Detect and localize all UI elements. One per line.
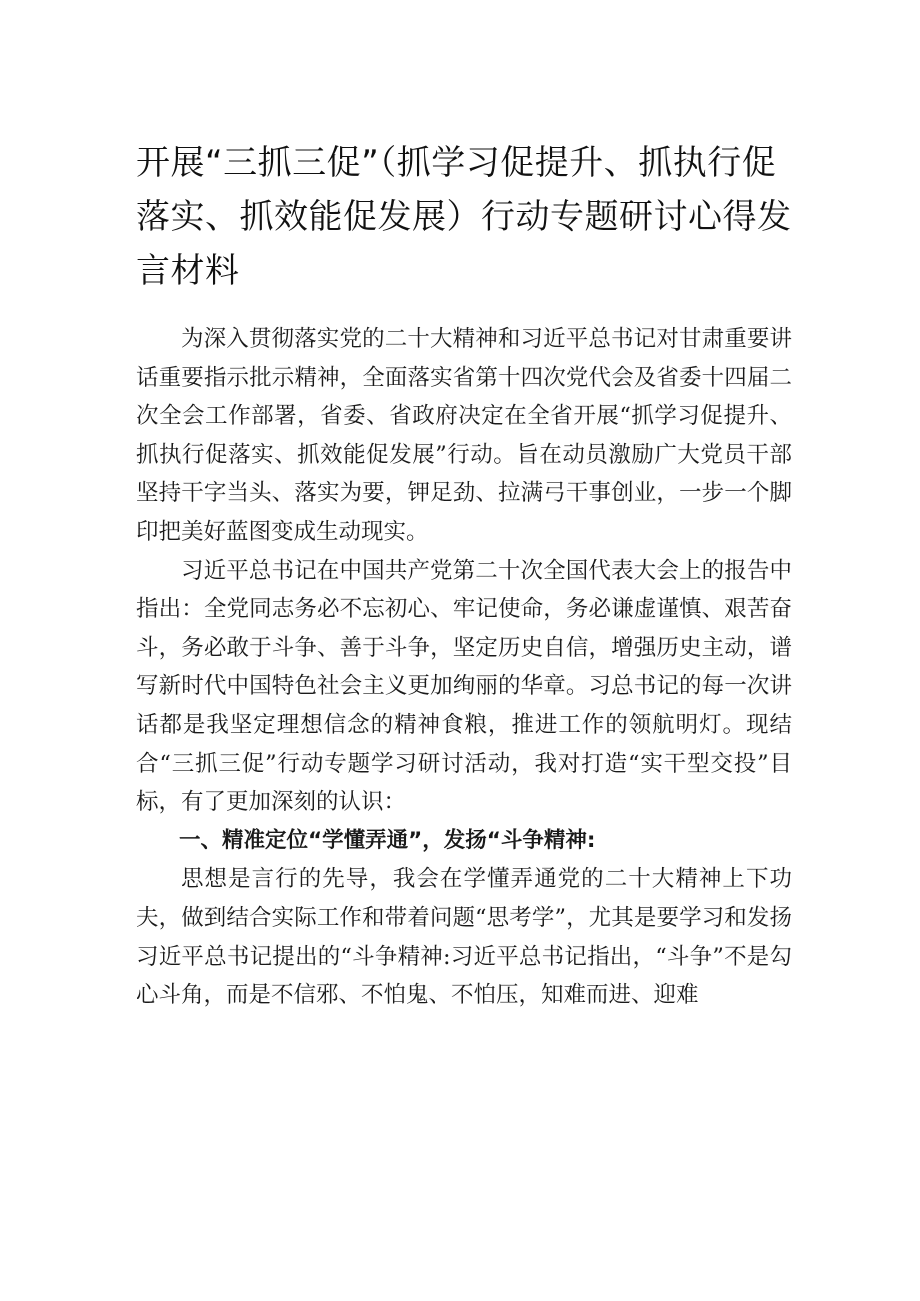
paragraph-intro: 为深入贯彻落实党的二十大精神和习近平总书记对甘肃重要讲话重要指示批示精神，全面落实省第十四次党代会及省委十四届二次全会工作部署，省委、省政府决定在全省开展“抓学习促提升、抓执行促落实、抓效能促发展”行动。旨在动员激励广大党员干部坚持干字当头、落实为要，钾足劲、拉满弓干事创业，一步一个脚印把美好蓝图变成生动现实。 [136, 326, 792, 545]
paragraph-section-1: 思想是言行的先导，我会在学懂弄通党的二十大精神上下功夫，做到结合实际工作和带着问题“思考学”，尤其是要学习和发扬习近平总书记提出的“斗争精神:习近平总书记指出，“斗争”不是勾心斗角，而是不信邪、不怕鬼、不怕压，知难而进、迎难 [136, 866, 792, 1009]
document-title: 开展“三抓三促”（抓学习促提升、抓执行促落实、抓效能促发展）行动专题研讨心得发言材料 [136, 143, 792, 291]
document-body [136, 320, 792, 1015]
section-heading-1: 一、精准定位“学懂弄通”，发扬“斗争精神: [179, 827, 596, 853]
paragraph-report-quote: 习近平总书记在中国共产党第二十次全国代表大会上的报告中指出：全党同志务必不忘初心、牢记使命，务必谦虚谨慎、艰苦奋斗，务必敢于斗争、善于斗争，坚定历史自信，增强历史主动，谱写新时代中国特色社会主义更加绚丽的华章。习总书记的每一次讲话都是我坚定理想信念的精神食粮，推进工作的领航明灯。现结合“三抓三促”行动专题学习研讨活动，我对打造“实干型交投”目标，有了更加深刻的认识： [136, 557, 792, 816]
